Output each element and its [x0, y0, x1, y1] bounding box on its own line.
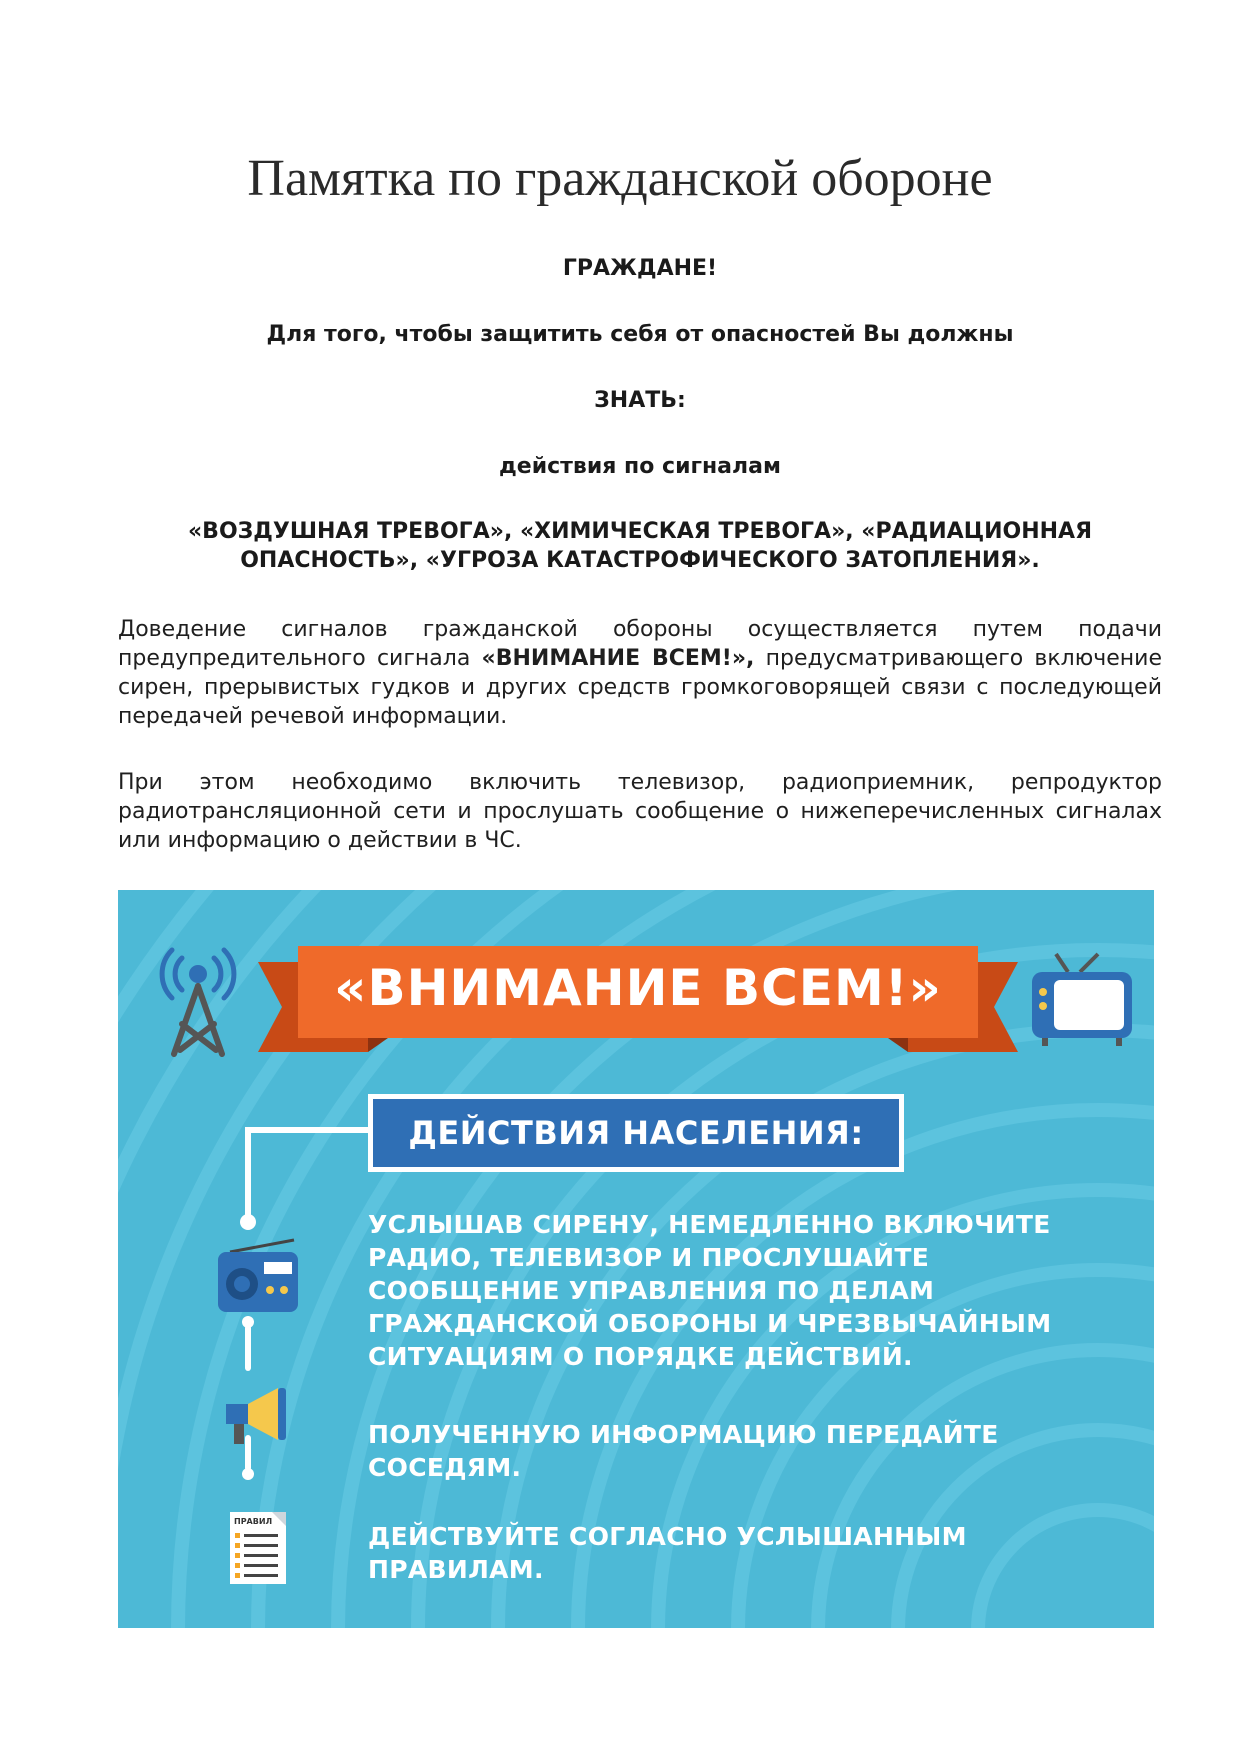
paragraph-signals-part1: Доведение сигналов гражданской обороны осуществляется путем подачи предупредительного сигнала — [118, 617, 1162, 671]
megaphone-icon — [222, 1384, 292, 1454]
rules-sheet-label: ПРАВИЛ — [234, 1517, 273, 1526]
infographic — [118, 890, 1154, 1628]
heading-signals: «ВОЗДУШНАЯ ТРЕВОГА», «ХИМИЧЕСКАЯ ТРЕВОГА», «РАДИАЦИОННАЯ ОПАСНОСТЬ», «УГРОЗА КАТАСТРОФИЧЕСКОГО ЗАТОПЛЕНИЯ». — [187, 519, 1093, 573]
paragraph-signals-bold: «ВНИМАНИЕ ВСЕМ!», — [481, 646, 755, 671]
heading-citizens: ГРАЖДАНЕ! — [562, 256, 718, 281]
paragraph-signals — [118, 615, 1162, 731]
actions-title-box: ДЕЙСТВИЯ НАСЕЛЕНИЯ: — [368, 1094, 904, 1172]
page-title: Памятка по гражданской обороне — [247, 150, 993, 207]
step-1-text: УСЛЫШАВ СИРЕНУ, НЕМЕДЛЕННО ВКЛЮЧИТЕ РАДИО, ТЕЛЕВИЗОР И ПРОСЛУШАЙТЕ СООБЩЕНИЕ УПРАВЛЕНИЯ ПО ДЕЛАМ ГРАЖДАНСКОЙ ОБОРОНЫ И ЧРЕЗВЫЧАЙНЫМ СИТУАЦИЯМ О ПОРЯДКЕ ДЕЙСТВИЙ. — [368, 1210, 1052, 1371]
paragraph-signals-part2: предусматривающего включение сирен, прерывистых гудков и других средств громкоговорящей связи с последующей передачей речевой информации. — [118, 646, 1162, 729]
heading-intro: Для того, чтобы защитить себя от опасностей Вы должны — [266, 322, 1014, 347]
rules-document-icon — [228, 1508, 292, 1588]
step-3-text: ДЕЙСТВУЙТЕ СОГЛАСНО УСЛЫШАННЫМ ПРАВИЛАМ. — [368, 1522, 967, 1584]
banner-title: «ВНИМАНИЕ ВСЕМ!» — [334, 959, 942, 1017]
paragraph-instructions: При этом необходимо включить телевизор, радиоприемник, репродуктор радиотрансляционной сети и прослушать сообщение о нижеперечисленных сигналах или информацию о действии в ЧС. — [118, 770, 1162, 853]
radio-tower-icon — [148, 942, 248, 1062]
heading-actions-by-signals: действия по сигналам — [499, 454, 781, 479]
heading-know: ЗНАТЬ: — [594, 388, 686, 413]
step-2-text: ПОЛУЧЕННУЮ ИНФОРМАЦИЮ ПЕРЕДАЙТЕ СОСЕДЯМ. — [368, 1420, 999, 1482]
connector-lines — [228, 1118, 378, 1518]
tv-icon — [1028, 950, 1138, 1050]
radio-icon — [216, 1238, 302, 1318]
